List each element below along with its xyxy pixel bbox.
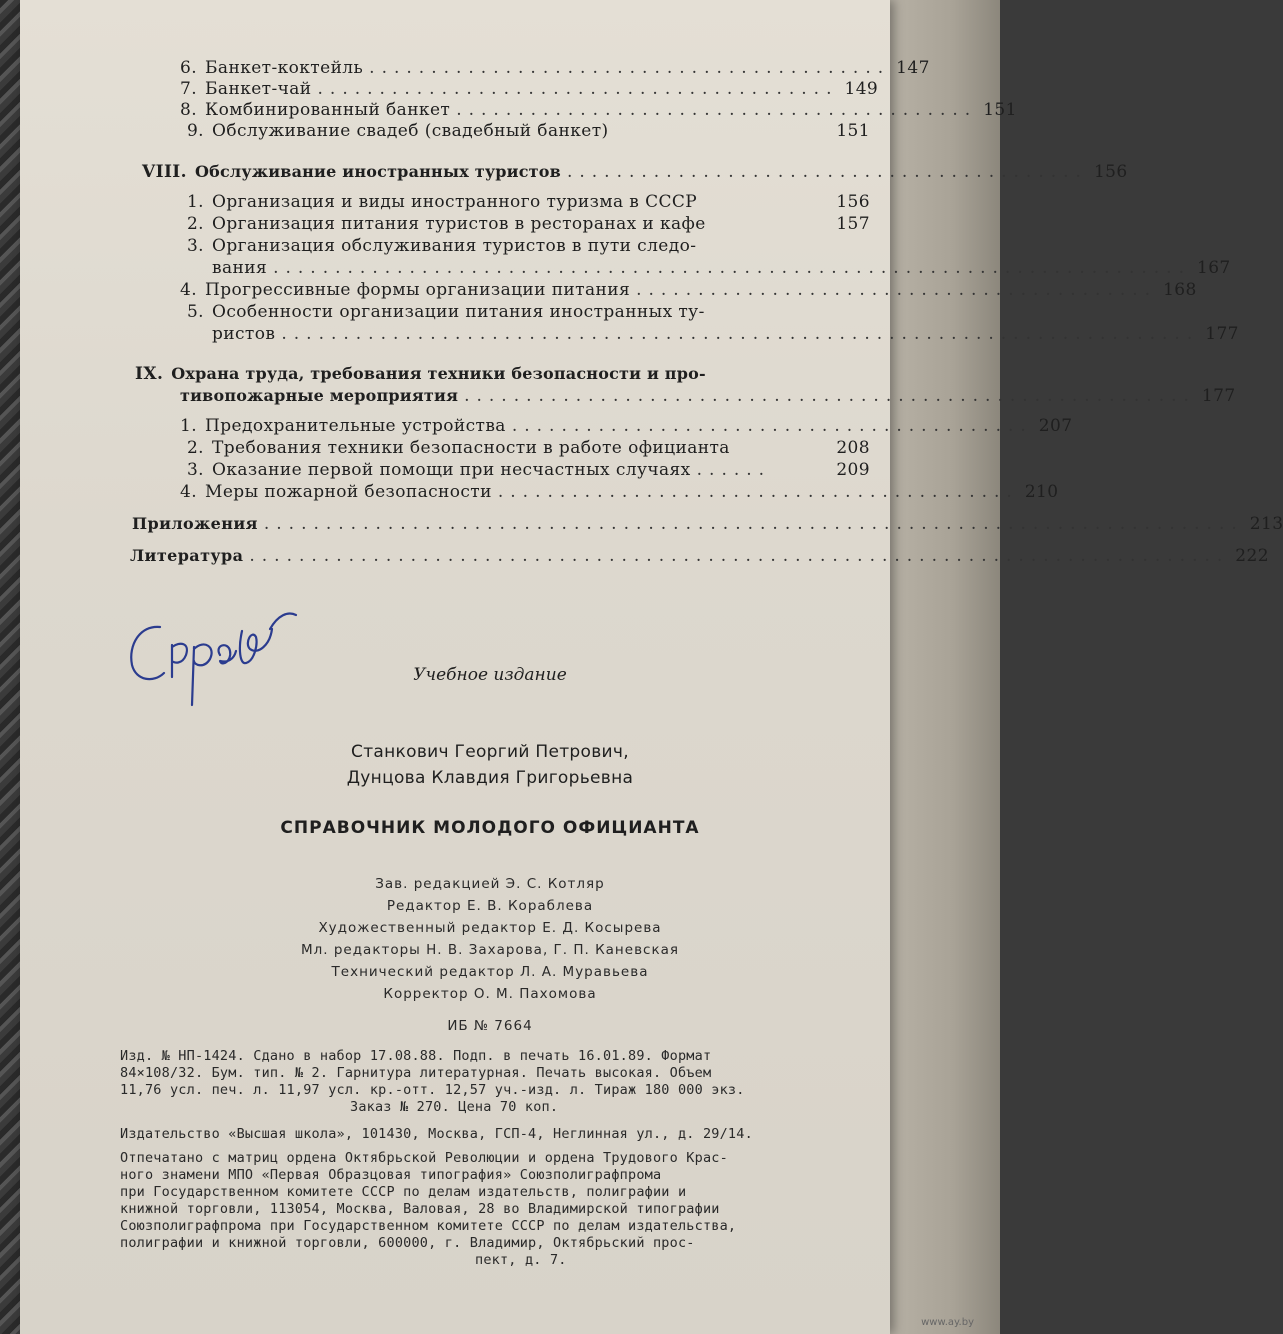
- toc-item: [180, 100, 1017, 120]
- ib-number: ИБ № 7664: [447, 1018, 533, 1034]
- edition-type: Учебное издание: [413, 665, 567, 685]
- toc-item: [180, 79, 879, 99]
- toc-item-page: 210: [1024, 482, 1059, 502]
- appendix-title: Приложения: [132, 514, 258, 533]
- toc-item-page: 156: [836, 192, 870, 212]
- toc-item-number: 5.: [186, 302, 204, 322]
- leader-dots: ..........................................................................: [273, 258, 1191, 278]
- toc-item-title: Комбинированный банкет: [205, 100, 451, 120]
- toc-item-page: 168: [1163, 280, 1197, 300]
- tech-line: 84×108/32. Бум. тип. № 2. Гарнитура литературная. Печать высокая. Объем: [120, 1065, 712, 1081]
- leader-dots: ..........................................: [511, 416, 1033, 436]
- toc-item-title: Требования техники безопасности в работе официанта: [212, 438, 730, 458]
- toc-item-continuation: [212, 324, 1239, 344]
- toc-item-page: 208: [836, 438, 870, 458]
- toc-chapter: [135, 364, 870, 384]
- book-title: СПРАВОЧНИК МОЛОДОГО ОФИЦИАНТА: [280, 818, 700, 838]
- toc-item-number: 1.: [180, 416, 198, 436]
- publisher-line: [120, 1126, 870, 1143]
- credit-line: Зав. редакцией Э. С. Котляр: [375, 876, 605, 892]
- leader-dots: ..........................................................................: [281, 324, 1200, 344]
- literature-page: 222: [1235, 546, 1269, 566]
- toc-item-number: 3.: [186, 460, 204, 480]
- toc-item-page: 149: [844, 79, 879, 99]
- chapter-title: Охрана труда, требования техники безопасности и про-: [171, 364, 706, 383]
- toc-item-number: 2.: [186, 214, 204, 234]
- printer-line: пект, д. 7.: [475, 1252, 567, 1268]
- toc-item-number: 8.: [180, 100, 198, 120]
- toc-item: [180, 416, 1073, 436]
- leader-dots: ..........................................: [566, 162, 1088, 182]
- toc-item: [180, 280, 1197, 300]
- toc-item: [180, 236, 870, 256]
- tech-line: Заказ № 270. Цена 70 коп.: [350, 1099, 559, 1115]
- toc-item-title: Организация обслуживания туристов в пути следо-: [212, 236, 697, 256]
- credit-line: Редактор Е. В. Кораблева: [386, 898, 594, 914]
- toc-item-page: 157: [836, 214, 870, 234]
- toc-appendix: [132, 514, 1283, 534]
- toc-item-page: 177: [1205, 324, 1239, 344]
- credit-line: Мл. редакторы Н. В. Захарова, Г. П. Каневская: [300, 942, 679, 958]
- printer-line: ного знамени МПО «Первая Образцовая типография» Союзполиграфпрома: [120, 1167, 662, 1183]
- toc-item: [180, 482, 1059, 502]
- printer-line: полиграфии и книжной торговли, 600000, г. Владимир, Октябрьский прос-: [120, 1235, 695, 1251]
- toc-item-title-continued: вания: [212, 258, 268, 278]
- printer-line: книжной торговли, 113054, Москва, Валовая, 28 во Владимирской типографии: [120, 1201, 720, 1217]
- toc-item-title: Банкет-коктейль: [205, 58, 364, 78]
- toc-item: [180, 121, 870, 141]
- toc-item-number: 4.: [180, 280, 198, 300]
- tech-line: Изд. № НП-1424. Сдано в набор 17.08.88. Подп. в печать 16.01.89. Формат: [120, 1048, 712, 1064]
- toc-item-title: Организация и виды иностранного туризма в СССР: [212, 192, 698, 212]
- leader-dots: ..........................................: [636, 280, 1158, 300]
- credit-line: Художественный редактор Е. Д. Косырева: [318, 920, 662, 936]
- toc-item-page: 209: [836, 460, 870, 480]
- toc-literature: [130, 546, 1269, 566]
- toc-item-page: 151: [836, 121, 870, 141]
- leader-dots: ...............................................................................: [249, 546, 1230, 566]
- toc-item-number: 1.: [186, 192, 204, 212]
- toc-item-title: Предохранительные устройства: [205, 416, 506, 436]
- publisher-address: Издательство «Высшая школа», 101430, Москва, ГСП-4, Неглинная ул., д. 29/14.: [120, 1126, 753, 1142]
- leader-dots: ...........................................................: [464, 386, 1196, 406]
- printer-line: Отпечатано с матриц ордена Октябрьской Революции и ордена Трудового Крас-: [120, 1150, 728, 1166]
- author-1: Станкович Георгий Петрович,: [351, 742, 629, 762]
- toc-item-number: 2.: [186, 438, 204, 458]
- toc-item-continuation: [212, 258, 1231, 278]
- literature-title: Литература: [130, 546, 244, 565]
- chapter-number: VIII.: [142, 162, 187, 182]
- toc-item: [180, 438, 870, 458]
- toc-item-page: 167: [1196, 258, 1231, 278]
- toc-item-title-continued: ристов: [212, 324, 276, 344]
- toc-item-number: 6.: [180, 58, 198, 78]
- appendix-page: 213: [1249, 514, 1283, 534]
- toc-item: [180, 214, 870, 234]
- toc-item: [180, 460, 870, 480]
- toc-item: [180, 58, 930, 78]
- printer-details: [120, 1150, 870, 1269]
- chapter-number: IX.: [135, 364, 164, 384]
- credit-line: Корректор О. М. Пахомова: [383, 986, 597, 1002]
- chapter-page: 177: [1201, 386, 1236, 406]
- toc-item-title: Обслуживание свадеб (свадебный банкет): [212, 121, 609, 141]
- watermark: www.ay.by: [921, 1317, 974, 1328]
- toc-item-title: Банкет-чай: [205, 79, 312, 99]
- toc-item: [180, 192, 870, 212]
- leader-dots: ..........................................: [497, 482, 1019, 502]
- toc-item-title: Прогрессивные формы организации питания: [205, 280, 631, 300]
- leader-dots: ..........................................: [369, 58, 891, 78]
- toc-item-number: 3.: [186, 236, 204, 256]
- toc-item-page: 147: [896, 58, 930, 78]
- toc-item-title: Организация питания туристов в ресторанах и кафе: [212, 214, 706, 234]
- toc-chapter: [142, 162, 1128, 182]
- leader-dots: ..........................................: [456, 100, 978, 120]
- chapter-page: 156: [1093, 162, 1128, 182]
- author-2: Дунцова Клавдия Григорьевна: [346, 768, 634, 788]
- toc-item: [180, 302, 870, 322]
- toc-item-number: 4.: [180, 482, 198, 502]
- printer-line: при Государственном комитете СССР по делам издательств, полиграфии и: [120, 1184, 687, 1200]
- chapter-title-continued: тивопожарные мероприятия: [180, 386, 459, 405]
- toc-item-page: 207: [1038, 416, 1073, 436]
- toc-chapter-continuation: [180, 386, 1236, 406]
- toc-item-title: Оказание первой помощи при несчастных случаях: [212, 460, 691, 480]
- toc-item-title: Меры пожарной безопасности: [205, 482, 492, 502]
- toc-item-page: 151: [983, 100, 1017, 120]
- tech-line: 11,76 усл. печ. л. 11,97 усл. кр.-отт. 12,57 уч.-изд. л. Тираж 180 000 экз.: [120, 1082, 745, 1098]
- handwritten-signature: [120, 585, 320, 705]
- toc-item-number: 9.: [186, 121, 204, 141]
- credit-line: Технический редактор Л. А. Муравьева: [331, 964, 649, 980]
- leader-dots: ..........................................: [317, 79, 839, 99]
- leader-dots: ...............................................................................: [263, 514, 1244, 534]
- toc-item-number: 7.: [180, 79, 198, 99]
- chapter-title: Обслуживание иностранных туристов: [194, 162, 561, 181]
- printer-line: Союзполиграфпрома при Государственном комитете СССР по делам издательства,: [120, 1218, 737, 1234]
- leader-dots: ......: [696, 460, 772, 480]
- publication-details: [120, 1048, 870, 1116]
- toc-item-title: Особенности организации питания иностранных ту-: [212, 302, 705, 322]
